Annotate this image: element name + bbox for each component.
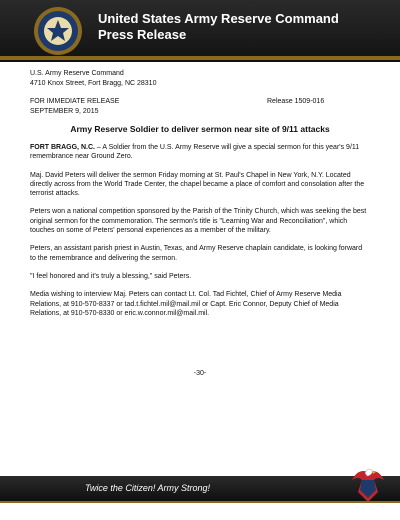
paragraph-5: "I feel honored and it's truly a blessing," said Peters. <box>30 272 192 280</box>
paragraph-1-text: – A Soldier from the U.S. Army Reserve will give a special sermon for this year's 9/11 remembrance near Ground Zero. <box>30 144 360 161</box>
header-title-line2: Press Release <box>98 27 187 42</box>
paragraph-1 <box>30 143 368 162</box>
header-title <box>98 11 339 43</box>
headline: Army Reserve Soldier to deliver sermon near site of 9/11 attacks <box>70 124 330 134</box>
footer-tagline: Twice the Citizen! Army Strong! <box>85 483 211 493</box>
dateline: FORT BRAGG, N.C. <box>30 144 95 151</box>
header-banner <box>0 0 400 62</box>
footer-banner <box>0 476 400 502</box>
address-block <box>30 69 156 89</box>
release-date: SEPTEMBER 9, 2015 <box>30 108 99 115</box>
army-reserve-seal-icon <box>33 6 83 56</box>
paragraph-6: Media wishing to interview Maj. Peters can contact Lt. Col. Tad Fichtel, Chief of Army Reserve Media Relations, at 910-570-8337 or tad.t.fichtel.mil@mail.mil or Capt. Eric Connor, Deputy Chief of Media Relations, at 910-570-8330 or eric.w.connor.mil@mail.mil. <box>30 291 342 317</box>
header-accent-bar <box>0 56 400 60</box>
paragraph-3: Peters won a national competition sponsored by the Parish of the Trinity Church, which was seeking the best original sermon for the commemoration. The sermon's title is "Learning War and Reconciliation", which touches on some of Peters' personal experiences as a member of the military. <box>30 208 367 235</box>
release-label: FOR IMMEDIATE RELEASE <box>30 98 120 105</box>
footer-accent-bar <box>0 501 400 503</box>
release-number: Release 1509-016 <box>267 98 325 105</box>
paragraph-2: Maj. David Peters will deliver the sermon Friday morning at St. Paul's Chapel in New York, N.Y. Located directly across from the World Trade Center, the chapel became a place of comfort and consolation after the terrorist attacks. <box>30 171 365 198</box>
address-line1: U.S. Army Reserve Command <box>30 70 124 77</box>
release-row <box>30 97 370 107</box>
header-title-line1: United States Army Reserve Command <box>98 11 339 26</box>
end-marker: -30- <box>193 370 207 377</box>
article-body <box>30 143 368 327</box>
address-line2: 4710 Knox Street, Fort Bragg, NC 28310 <box>30 80 157 87</box>
paragraph-4: Peters, an assistant parish priest in Austin, Texas, and Army Reserve chaplain candidate, is looking forward to the remembrance and delivering the sermon. <box>30 245 363 262</box>
eagle-logo-icon <box>348 462 388 506</box>
